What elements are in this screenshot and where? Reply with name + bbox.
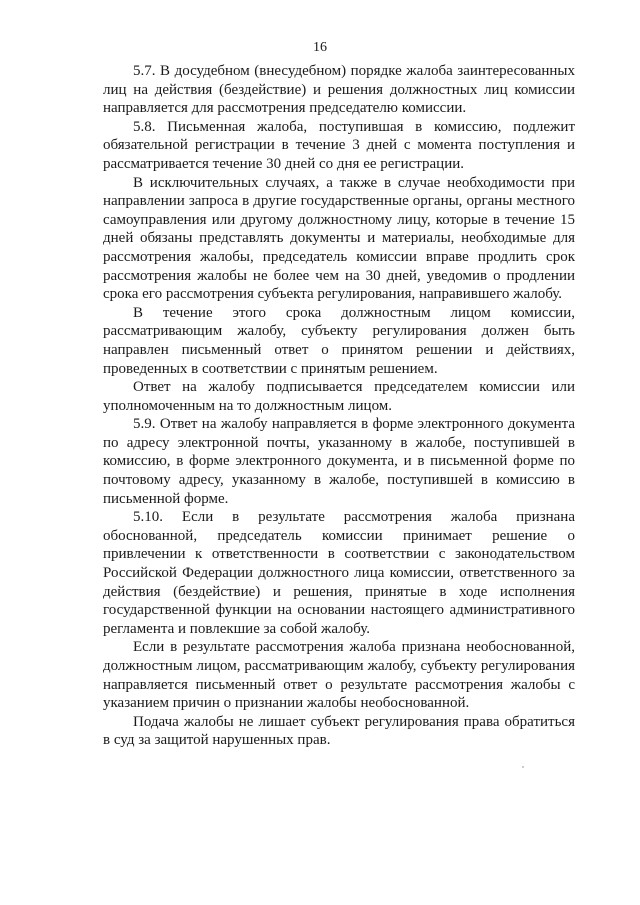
page-number: 16 xyxy=(313,40,327,55)
paragraph-response-deadline: В течение этого срока должностным лицом комиссии, рассматривающим жалобу, субъекту регулирования должен быть направлен письменный ответ о принятом решении и действиях, проведенных в соответствии с принятым решением. xyxy=(103,304,575,377)
paragraph-5-7: 5.7. В досудебном (внесудебном) порядке жалоба заинтересованных лиц на действия (бездействие) и решения должностных лиц комиссии направляется для рассмотрения председателю комиссии. xyxy=(103,63,575,117)
paragraph-5-10: 5.10. Если в результате рассмотрения жалоба признана обоснованной, председатель комиссии принимает решение о привлечении к ответственности в соответствии с законодательством Российской Федерации должностного лица комиссии, ответственного за действия (бездействие) и решения, принятые в ходе исполнения государственной функции на основании настоящего административного регламента и повлекшие за собой жалобу. xyxy=(103,509,575,637)
scan-speck xyxy=(522,766,524,768)
paragraph-5-9: 5.9. Ответ на жалобу направляется в форме электронного документа по адресу электронной почты, указанному в жалобе, поступившей в комиссию, в форме электронного документа, и в письменной форме по почтовому адресу, указанному в жалобе, поступившей в комиссию в письменной форме. xyxy=(103,416,575,507)
document-body xyxy=(103,62,575,750)
paragraph-response-signature: Ответ на жалобу подписывается председателем комиссии или уполномоченным на то должностным лицом. xyxy=(103,379,575,414)
paragraph-unfounded-complaint: Если в результате рассмотрения жалоба признана необоснованной, должностным лицом, рассматривающим жалобу, субъекту регулирования направляется письменный ответ о результате рассмотрения жалобы с указанием причин о признании жалобы необоснованной. xyxy=(103,639,575,712)
paragraph-court-right: Подача жалобы не лишает субъект регулирования права обратиться в суд за защитой нарушенных прав. xyxy=(103,713,575,749)
paragraph-exceptional-cases: В исключительных случаях, а также в случае необходимости при направлении запроса в другие государственные органы, органы местного самоуправления или другому должностному лицу, которые в течение 15 дней обязаны представлять документы и материалы, необходимые для рассмотрения жалобы, председатель комиссии вправе продлить срок рассмотрения жалобы не более чем на 30 дней, уведомив о продлении срока его рассмотрения субъекта регулирования, направившего жалобу. xyxy=(103,174,575,303)
paragraph-5-8: 5.8. Письменная жалоба, поступившая в комиссию, подлежит обязательной регистрации в течение 3 дней с момента поступления и рассматривается течение 30 дней со дня ее регистрации. xyxy=(103,118,575,172)
